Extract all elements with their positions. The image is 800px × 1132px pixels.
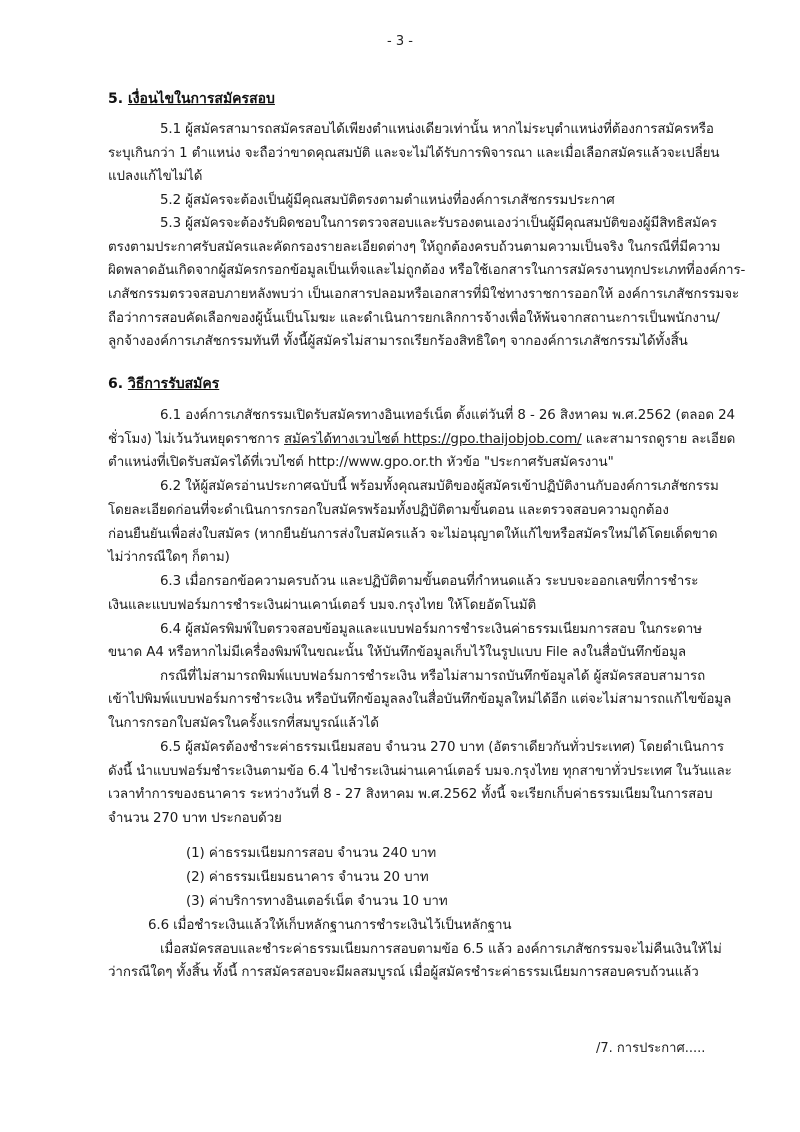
item-6-1-text: และสามารถดูราย ละเอียด [581, 432, 736, 447]
item-6-2-line: ก่อนยืนยันเพื่อส่งใบสมัคร (หากยืนยันการส่งใบสมัครแล้ว จะไม่อนุญาตให้แก้ไขหรือสมัครใหม่ได้โดยเด็ดขาด [108, 527, 718, 542]
item-6-2-line: ไม่ว่ากรณีใดๆ ก็ตาม) [108, 550, 230, 565]
item-6-2-line: โดยละเอียดก่อนที่จะดำเนินการกรอกใบสมัครพร้อมทั้งปฏิบัติตามขั้นตอน และตรวจสอบความถูกต้อง [108, 503, 669, 518]
section-5-line: 5.2 ผู้สมัครจะต้องเป็นผู้มีคุณสมบัติตรงตามตำแหน่งที่องค์การเภสัชกรรมประกาศ [160, 193, 615, 208]
section-5-line: ผิดพลาดอันเกิดจากผู้สมัครกรอกข้อมูลเป็นเท็จและไม่ถูกต้อง หรือใช้เอกสารในการสมัครงานทุกประเภทที่องค์การ- [108, 263, 746, 278]
item-6-5-line: จำนวน 270 บาท ประกอบด้วย [108, 811, 282, 826]
item-6-2-line: 6.2 ให้ผู้สมัครอ่านประกาศฉบับนี้ พร้อมทั้งคุณสมบัติของผู้สมัครเข้าปฏิบัติงานกับองค์การเภสัชกรรม [160, 479, 719, 494]
section-5-line: ระบุเกินกว่า 1 ตำแหน่ง จะถือว่าขาดคุณสมบัติ และจะไม่ได้รับการพิจารณา และเมื่อเลือกสมัครแล้วจะเปลี่ยน [108, 146, 720, 161]
refund-line: เมื่อสมัครสอบและชำระค่าธรรมเนียมการสอบตามข้อ 6.5 แล้ว องค์การเภสัชกรรมจะไม่คืนเงินให้ไม่ [160, 942, 722, 957]
section-6-title: วิธีการรับสมัคร [127, 376, 220, 392]
section-6-number: 6. [108, 376, 124, 392]
section-5-line: เภสัชกรรมตรวจสอบภายหลังพบว่า เป็นเอกสารปลอมหรือเอกสารที่มิใช่ทางราชการออกให้ องค์การเภสัชกรรมจะ [108, 287, 740, 302]
section-5-title: เงื่อนไขในการสมัครสอบ [127, 91, 275, 107]
item-6-4-line: กรณีที่ไม่สามารถพิมพ์แบบฟอร์มการชำระเงิน หรือไม่สามารถบันทึกข้อมูลได้ ผู้สมัครสอบสามารถ [160, 669, 706, 684]
section-5-line: ตรงตามประกาศรับสมัครและคัดกรองรายละเอียดต่างๆ ให้ถูกต้องครบถ้วนตามความเป็นจริง ในกรณีที่มีความ [108, 240, 721, 255]
item-6-3-line: เงินและแบบฟอร์มการชำระเงินผ่านเคาน์เตอร์ บมจ.กรุงไทย ให้โดยอัตโนมัติ [108, 598, 537, 613]
item-6-4-line: 6.4 ผู้สมัครพิมพ์ใบตรวจสอบข้อมูลและแบบฟอร์มการชำระเงินค่าธรรมเนียมการสอบ ในกระดาษ [160, 622, 702, 637]
item-6-5-line: ดังนี้ นำแบบฟอร์มชำระเงินตามข้อ 6.4 ไปชำระเงินผ่านเคาน์เตอร์ บมจ.กรุงไทย ทุกสาขาทั่วประเทศ ในวันและ [108, 764, 732, 779]
page-number: - 3 - [387, 34, 413, 49]
item-6-4-line: ในการกรอกใบสมัครในครั้งแรกที่สมบูรณ์แล้วได้ [108, 716, 379, 731]
section-5-line: ลูกจ้างองค์การเภสัชกรรมทันที ทั้งนี้ผู้สมัครไม่สามารถเรียกร้องสิทธิใดๆ จากองค์การเภสัชกรรมได้ทั้งสิ้น [108, 334, 688, 349]
item-6-6-line: 6.6 เมื่อชำระเงินแล้วให้เก็บหลักฐานการชำระเงินไว้เป็นหลักฐาน [148, 918, 512, 933]
item-6-4-line: เข้าไปพิมพ์แบบฟอร์มการชำระเงิน หรือบันทึกข้อมูลลงในสื่อบันทึกข้อมูลใหม่ได้อีก แต่จะไม่สามารถแก้ไขข้อมูล [108, 692, 732, 707]
section-5-heading [108, 90, 275, 108]
section-5-line: แปลงแก้ไขไม่ได้ [108, 169, 203, 184]
item-6-1-line: 6.1 องค์การเภสัชกรรมเปิดรับสมัครทางอินเทอร์เน็ต ตั้งแต่วันที่ 8 - 26 สิงหาคม พ.ศ.2562 (ตลอด 24 [160, 408, 735, 423]
section-5-number: 5. [108, 91, 124, 107]
item-6-1-line [108, 431, 735, 449]
item-6-1-line: ตำแหน่งที่เปิดรับสมัครได้ที่เวบไซต์ http://www.gpo.or.th หัวข้อ "ประกาศรับสมัครงาน" [108, 455, 614, 470]
item-6-5-line: 6.5 ผู้สมัครต้องชำระค่าธรรมเนียมสอบ จำนวน 270 บาท (อัตราเดียวกันทั่วประเทศ) โดยดำเนินการ [160, 740, 724, 755]
item-6-1-text: ชั่วโมง) ไม่เว้นวันหยุดราชการ [108, 432, 284, 447]
fee-item: (1) ค่าธรรมเนียมการสอบ จำนวน 240 บาท [186, 846, 437, 861]
item-6-4-line: ขนาด A4 หรือหากไม่มีเครื่องพิมพ์ในขณะนั้น ให้บันทึกข้อมูลเก็บไว้ในรูปแบบ File ลงในสื่อบันทึกข้อมูล [108, 645, 686, 660]
item-6-5-line: เวลาทำการของธนาคาร ระหว่างวันที่ 8 - 27 สิงหาคม พ.ศ.2562 ทั้งนี้ จะเรียกเก็บค่าธรรมเนียมในการสอบ [108, 787, 713, 802]
application-website-link[interactable]: สมัครได้ทางเวบไซต์ https://gpo.thaijobjob.com/ [283, 432, 582, 447]
fee-item: (2) ค่าธรรมเนียมธนาคาร จำนวน 20 บาท [186, 870, 429, 885]
continuation-note: /7. การประกาศ..... [596, 1041, 706, 1056]
fee-item: (3) ค่าบริการทางอินเตอร์เน็ต จำนวน 10 บาท [186, 894, 448, 909]
section-5-line: ถือว่าการสอบคัดเลือกของผู้นั้นเป็นโมฆะ และดำเนินการยกเลิกการจ้างเพื่อให้พ้นจากสถานะการเป็นพนักงาน/ [108, 311, 720, 326]
refund-line: ว่ากรณีใดๆ ทั้งสิ้น ทั้งนี้ การสมัครสอบจะมีผลสมบูรณ์ เมื่อผู้สมัครชำระค่าธรรมเนียมการสอบครบถ้วนแล้ว [108, 965, 699, 980]
section-5-line: 5.3 ผู้สมัครจะต้องรับผิดชอบในการตรวจสอบและรับรองตนเองว่าเป็นผู้มีคุณสมบัติของผู้มีสิทธิสมัคร [160, 216, 717, 231]
section-5-line: 5.1 ผู้สมัครสามารถสมัครสอบได้เพียงตำแหน่งเดียวเท่านั้น หากไม่ระบุตำแหน่งที่ต้องการสมัครหรือ [160, 122, 714, 137]
item-6-3-line: 6.3 เมื่อกรอกข้อความครบถ้วน และปฏิบัติตามขั้นตอนที่กำหนดแล้ว ระบบจะออกเลขที่การชำระ [160, 574, 699, 589]
section-6-heading [108, 375, 219, 393]
